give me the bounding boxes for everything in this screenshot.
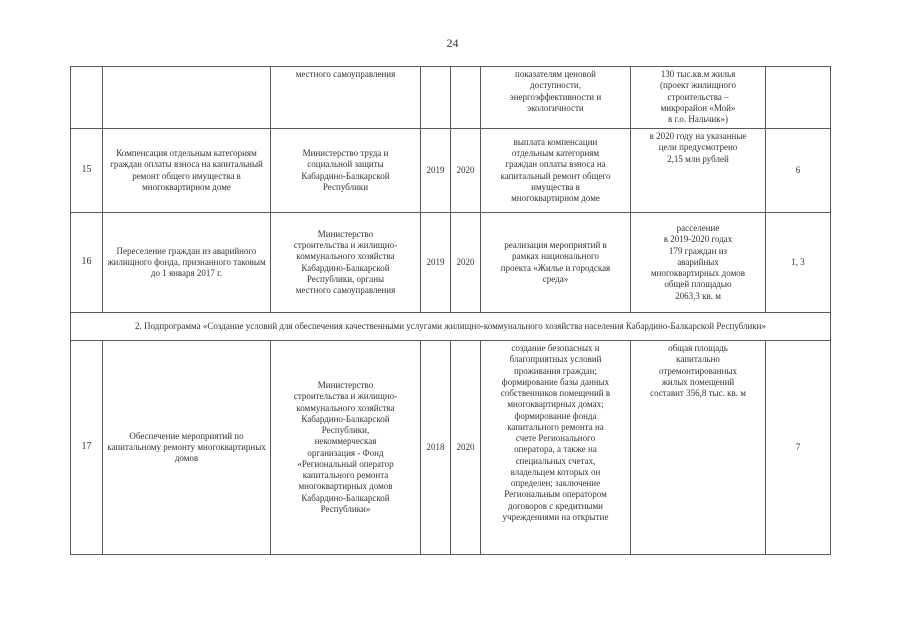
indicator-line: отремонтированных <box>659 365 737 376</box>
table-body <box>71 67 831 555</box>
start-year-cell <box>421 67 451 129</box>
result-line: капитального ремонта на <box>507 421 604 432</box>
table-row <box>71 67 831 129</box>
executor-line: Республики, <box>321 425 370 435</box>
executor-line: Кабардино-Балкарской <box>301 413 390 424</box>
indicator-line: жилых помещений <box>661 376 735 387</box>
result-line: собственников помещений в <box>500 388 611 398</box>
executor-line: Республики, органы <box>306 273 385 284</box>
result-cell <box>481 67 631 129</box>
end-year-cell: 2020 <box>451 213 481 313</box>
indicator-line: в 2020 году на указанные <box>649 131 747 141</box>
result-line: доступности, <box>530 80 581 91</box>
result-line: специальных счетах, <box>515 455 596 466</box>
result-line: отдельным категориям <box>511 148 600 158</box>
executor-line: капитального ремонта <box>302 470 389 480</box>
indicator-line: микрорайон «Мой» <box>660 102 736 113</box>
result-line: имущества в <box>531 181 580 192</box>
indicator-line: составит 356,8 тыс. кв. м <box>650 388 746 398</box>
result-line: Региональным оператором <box>504 489 607 500</box>
indicator-line: 130 тыс.кв.м жилья <box>660 69 736 79</box>
indicator-line: расселение <box>676 223 720 234</box>
result-cell <box>481 129 631 213</box>
executor-cell <box>271 67 421 129</box>
result-line: формирование базы данных <box>501 376 610 387</box>
executor-line: социальной защиты <box>307 159 384 170</box>
indicator-line: общая площадь <box>668 343 728 353</box>
measure-cell: Обеспечение мероприятий по капитальному ремонту многоквартирных домов <box>103 341 271 555</box>
link-cell: 1, 3 <box>766 213 831 313</box>
measure-cell: Переселение граждан из аварийного жилищного фонда, признанного таковым до 1 января 2017 г. <box>103 213 271 313</box>
indicator-line: многоквартирных домов <box>650 268 746 279</box>
table-row <box>71 129 831 213</box>
result-line: многоквартирном доме <box>511 193 600 203</box>
indicator-line: 2063,3 кв. м <box>675 290 721 301</box>
executor-line: Министерство труда и <box>302 148 389 158</box>
result-line: проживания граждан; <box>513 365 598 376</box>
executor-line: Министерство <box>317 228 374 239</box>
indicator-line: в 2019-2020 годах <box>663 234 733 245</box>
result-line: договоров с кредитными <box>508 500 603 511</box>
start-year-cell: 2019 <box>421 213 451 313</box>
result-line: владельцем которых он <box>510 466 601 477</box>
executor-line: Кабардино-Балкарской <box>301 262 390 273</box>
result-line: экологичности <box>527 102 584 113</box>
result-cell <box>481 213 631 313</box>
subprogram-heading: 2. Подпрограмма «Создание условий для обеспечения качественными услугами жилищно-коммунального хозяйства населения Кабардино-Балкарской Республики» <box>71 313 831 341</box>
executor-line: строительства и жилищно- <box>293 240 398 250</box>
executor-line: Кабардино-Балкарской <box>301 170 390 181</box>
result-line: создание безопасных и <box>511 343 600 353</box>
executor-line: Министерство <box>317 380 374 390</box>
result-line: многоквартирных домах; <box>507 399 604 410</box>
executor-cell <box>271 341 421 555</box>
executor-cell <box>271 213 421 313</box>
indicator-line: 179 граждан из <box>668 245 728 256</box>
row-number-cell: 15 <box>71 129 103 213</box>
end-year-cell: 2020 <box>451 341 481 555</box>
end-year-cell <box>451 67 481 129</box>
executor-line: Республики <box>322 181 369 192</box>
indicator-line: цели предусмотрено <box>658 142 738 153</box>
result-line: учреждениями на открытие <box>502 511 609 522</box>
link-cell: 7 <box>766 341 831 555</box>
indicator-line: в г.о. Нальчик») <box>667 114 729 124</box>
executor-line: многоквартирных домов <box>298 481 393 492</box>
executor-line: коммунального хозяйства <box>296 251 395 262</box>
indicator-line: 2,15 млн рублей <box>667 153 729 164</box>
page-number: 24 <box>446 36 459 50</box>
executor-line: строительства и жилищно- <box>293 391 398 402</box>
link-cell: 6 <box>766 129 831 213</box>
table-row <box>71 213 831 313</box>
indicator-line: общей площадью <box>664 279 732 290</box>
link-cell <box>766 67 831 129</box>
executor-line: «Региональный оператор <box>297 458 394 469</box>
indicator-cell <box>631 341 766 555</box>
result-line: реализация мероприятий в <box>504 240 607 250</box>
indicator-line: капитально <box>676 354 720 365</box>
result-line: проекта «Жилье и городская <box>500 262 611 273</box>
result-line: граждан оплаты взноса на <box>505 159 606 170</box>
start-year-cell: 2019 <box>421 129 451 213</box>
executor-line: коммунального хозяйства <box>296 402 395 413</box>
table-row <box>71 341 831 555</box>
start-year-cell: 2018 <box>421 341 451 555</box>
executor-line: некоммерческая <box>314 436 377 447</box>
result-line: определен; заключение <box>510 478 601 488</box>
program-measures-table <box>70 66 831 555</box>
indicator-cell <box>631 213 766 313</box>
result-line: энергоэффективности и <box>509 91 602 102</box>
indicator-cell <box>631 129 766 213</box>
section-row <box>71 313 831 341</box>
measure-cell: Компенсация отдельным категориям граждан оплаты взноса на капитальный ремонт общего имущества в многоквартирном доме <box>103 129 271 213</box>
measure-cell <box>103 67 271 129</box>
result-cell <box>481 341 631 555</box>
indicator-cell <box>631 67 766 129</box>
result-line: формирование фонда <box>514 410 597 421</box>
result-line: капитальный ремонт общего <box>500 170 611 181</box>
executor-line: Республики» <box>320 503 371 514</box>
indicator-line: строительства – <box>667 91 729 102</box>
result-line: счете Регионального <box>515 433 596 443</box>
result-line: показателям ценовой <box>515 69 596 79</box>
result-line: благоприятных условий <box>509 354 602 365</box>
executor-line: организация - Фонд <box>307 447 384 458</box>
executor-line: Кабардино-Балкарской <box>301 492 390 503</box>
result-line: среда» <box>542 273 569 284</box>
row-number-cell: 17 <box>71 341 103 555</box>
result-line: выплата компенсации <box>513 136 598 147</box>
row-number-cell: 16 <box>71 213 103 313</box>
executor-line: местного самоуправления <box>295 285 396 295</box>
row-number-cell <box>71 67 103 129</box>
indicator-line: аварийных <box>677 256 719 267</box>
end-year-cell: 2020 <box>451 129 481 213</box>
result-line: рамках национального <box>512 251 599 262</box>
executor-line: местного самоуправления <box>295 69 396 79</box>
executor-cell <box>271 129 421 213</box>
indicator-line: (проект жилищного <box>660 80 736 91</box>
result-line: оператора, а также на <box>514 444 597 455</box>
